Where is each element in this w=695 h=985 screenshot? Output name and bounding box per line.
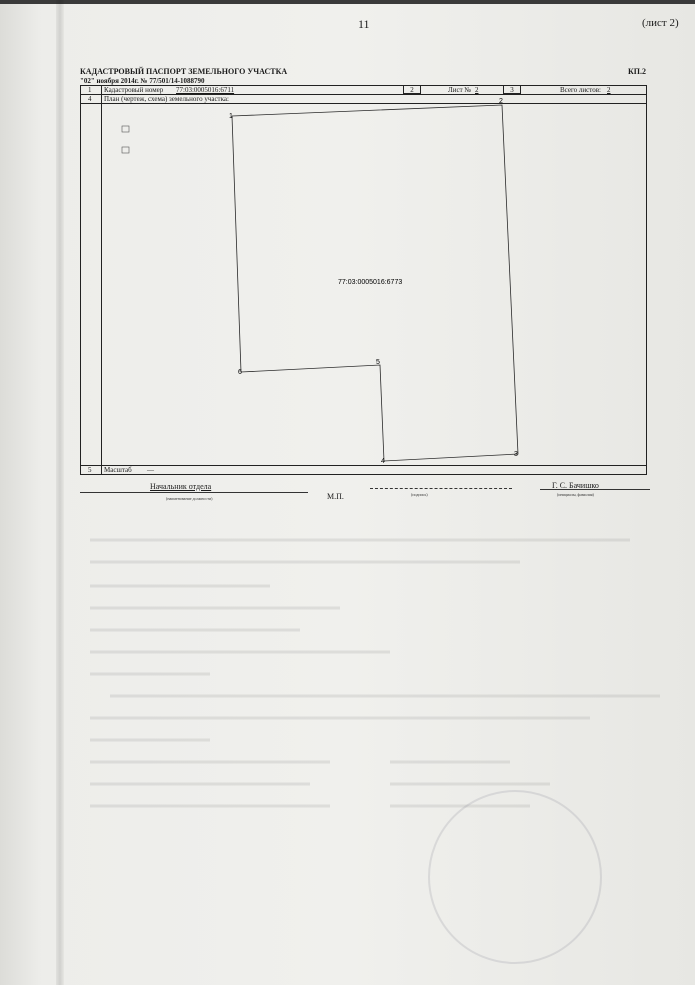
position-underline (80, 492, 308, 493)
total-sheets-label: Всего листов: (560, 86, 601, 94)
total-sheets-value: 2 (607, 86, 611, 94)
point-label-5: 5 (376, 359, 380, 366)
document-title: КАДАСТРОВЫЙ ПАСПОРТ ЗЕМЕЛЬНОГО УЧАСТКА (80, 67, 288, 76)
sheet-number-value: 2 (475, 86, 479, 94)
plan-label: План (чертеж, схема) земельного участка: (104, 95, 229, 103)
parcel-cadastral-label: 77:03:0005016:6773 (338, 279, 403, 286)
row5-number: 5 (88, 466, 92, 474)
signer-name: Г. С. Бачишко (552, 481, 599, 490)
page-number: 11 (358, 17, 370, 31)
legend-box (122, 147, 129, 153)
signer-position: Начальник отдела (150, 482, 212, 491)
document-date-number: "02" ноября 2014г. № 77/501/14-1088790 (80, 77, 205, 85)
scale-value: — (147, 466, 154, 474)
sheet-label: (лист 2) (642, 17, 679, 29)
point-label-3: 3 (514, 451, 518, 458)
cadastral-number-label: Кадастровый номер (104, 86, 164, 94)
point-label-1: 1 (229, 113, 233, 120)
name-caption: (инициалы, фамилия) (557, 492, 594, 497)
signature-line (370, 488, 512, 489)
form-code: КП.2 (628, 67, 647, 76)
cadastral-number-value: 77:03:0005016:6711 (176, 86, 235, 94)
point-label-6: 6 (238, 369, 242, 376)
legend-box (122, 126, 129, 132)
sheet-number-label: Лист № (448, 86, 472, 94)
seal-place: М.П. (327, 492, 344, 501)
scale-label: Масштаб (104, 466, 132, 474)
position-caption: (наименование должности) (166, 496, 213, 501)
point-label-4: 4 (381, 458, 385, 465)
signature-caption: (подпись) (411, 492, 428, 497)
name-underline (540, 489, 650, 490)
sheet-box-right: 3 (503, 85, 521, 94)
row4-number: 4 (88, 95, 92, 103)
point-label-2: 2 (499, 98, 503, 105)
sheet-box-left: 2 (403, 85, 421, 94)
row1-number: 1 (88, 86, 92, 94)
